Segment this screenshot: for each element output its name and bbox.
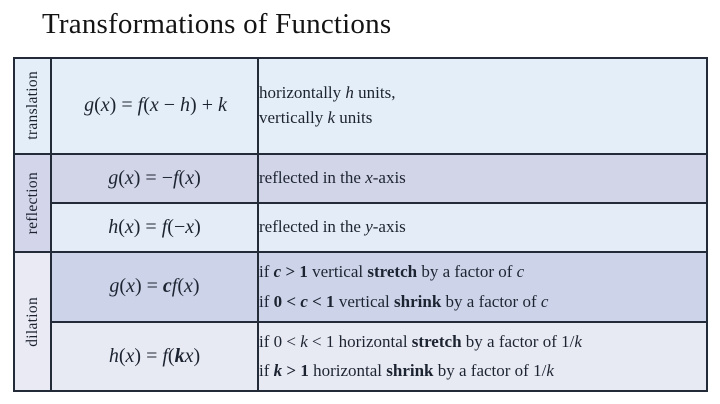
section-label-text: reflection bbox=[23, 171, 41, 235]
desc-line: reflected in the y-axis bbox=[259, 217, 406, 237]
desc-line: if c > 1 vertical stretch by a factor of c bbox=[259, 262, 525, 282]
desc-line: vertically k units bbox=[259, 107, 373, 127]
formula-reflection-y bbox=[51, 203, 258, 252]
desc-reflection-y bbox=[258, 203, 707, 252]
desc-line: reflected in the x-axis bbox=[259, 168, 406, 188]
formula-text: h(x) = f(kx) bbox=[108, 344, 201, 367]
desc-dilation-vertical bbox=[258, 252, 707, 321]
transformations-table bbox=[13, 57, 708, 392]
table-row bbox=[14, 154, 707, 203]
table-row bbox=[14, 322, 707, 391]
section-label-dilation bbox=[14, 252, 51, 391]
formula-dilation-horizontal bbox=[51, 322, 258, 391]
desc-line: if k > 1 horizontal shrink by a factor of 1/k bbox=[259, 361, 554, 381]
formula-translation bbox=[51, 58, 258, 154]
desc-line: if 0 < k < 1 horizontal stretch by a factor of 1/k bbox=[259, 331, 582, 351]
formula-text: g(x) = −f(x) bbox=[108, 166, 201, 189]
formula-reflection-x bbox=[51, 154, 258, 203]
page-title: Transformations of Functions bbox=[42, 8, 392, 40]
desc-dilation-horizontal bbox=[258, 322, 707, 391]
desc-translation bbox=[258, 58, 707, 154]
formula-text: h(x) = f(−x) bbox=[108, 215, 201, 238]
table-row bbox=[14, 58, 707, 154]
table-row bbox=[14, 203, 707, 252]
section-label-reflection bbox=[14, 154, 51, 253]
desc-line: horizontally h units, bbox=[259, 83, 396, 103]
formula-dilation-vertical bbox=[51, 252, 258, 321]
table-row bbox=[14, 252, 707, 321]
section-label-translation bbox=[14, 58, 51, 154]
section-label-text: translation bbox=[23, 71, 41, 141]
desc-reflection-x bbox=[258, 154, 707, 203]
section-label-text: dilation bbox=[23, 296, 41, 347]
desc-line: if 0 < c < 1 vertical shrink by a factor of c bbox=[259, 291, 549, 311]
formula-text: g(x) = f(x − h) + k bbox=[84, 94, 227, 117]
formula-text: g(x) = cf(x) bbox=[109, 275, 200, 298]
